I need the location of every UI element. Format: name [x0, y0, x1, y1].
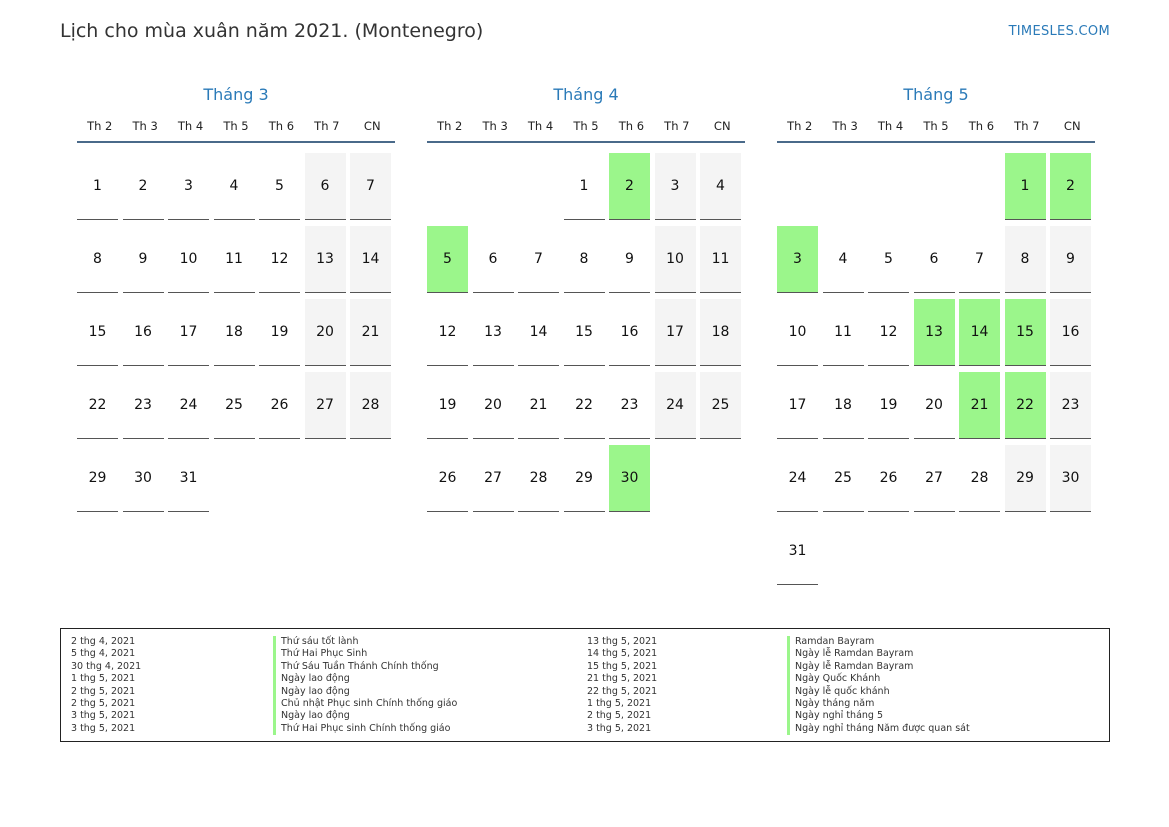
day-cell[interactable]: 18	[823, 372, 864, 439]
day-cell[interactable]: 1	[77, 153, 118, 220]
month-title: Tháng 4	[553, 85, 619, 104]
holiday-day-cell[interactable]: 1	[1005, 153, 1046, 220]
weekday-label: Th 4	[877, 119, 904, 133]
day-cell[interactable]: 1	[564, 153, 605, 220]
weekday-label: Th 5	[923, 119, 949, 133]
legend-holiday-name: Ngày Quốc Khánh	[787, 673, 970, 685]
day-cell[interactable]: 13	[305, 226, 346, 293]
weekday-label: Th 5	[573, 119, 599, 133]
legend-left-dates	[71, 636, 141, 735]
legend-holiday-name: Ngày lễ Ramdan Bayram	[787, 648, 970, 660]
day-cell[interactable]: 9	[123, 226, 164, 293]
day-cell[interactable]: 29	[564, 445, 605, 512]
holiday-day-cell[interactable]: 30	[609, 445, 650, 512]
legend-left-names	[273, 636, 457, 735]
day-cell[interactable]: 23	[123, 372, 164, 439]
day-cell[interactable]: 23	[609, 372, 650, 439]
day-cell[interactable]: 26	[868, 445, 909, 512]
day-cell[interactable]: 20	[305, 299, 346, 366]
holiday-day-cell[interactable]: 2	[1050, 153, 1091, 220]
day-cell[interactable]: 24	[168, 372, 209, 439]
day-cell[interactable]: 25	[214, 372, 255, 439]
legend-holiday-name: Ngày nghỉ tháng Năm được quan sát	[787, 723, 970, 735]
day-cell[interactable]: 28	[350, 372, 391, 439]
day-cell[interactable]: 6	[914, 226, 955, 293]
day-cell[interactable]: 3	[655, 153, 696, 220]
day-cell[interactable]: 12	[259, 226, 300, 293]
day-cell[interactable]: 27	[914, 445, 955, 512]
day-cell[interactable]: 5	[868, 226, 909, 293]
brand-link[interactable]: TIMESLES.COM	[1008, 24, 1110, 39]
day-cell[interactable]: 29	[77, 445, 118, 512]
day-cell[interactable]: 24	[655, 372, 696, 439]
legend-holiday-name: Ngày lễ Ramdan Bayram	[787, 661, 970, 673]
legend-holiday-name: Thứ Sáu Tuần Thánh Chính thống	[273, 661, 457, 673]
day-cell[interactable]: 9	[1050, 226, 1091, 293]
legend-date: 3 thg 5, 2021	[71, 710, 136, 722]
weekday-label: Th 3	[482, 119, 508, 133]
day-cell[interactable]: 31	[777, 518, 818, 585]
weekday-label: CN	[1063, 119, 1081, 133]
day-cell[interactable]: 13	[473, 299, 514, 366]
weekday-header	[77, 115, 395, 143]
legend-date: 3 thg 5, 2021	[71, 722, 136, 734]
legend-holiday-name: Ngày lao động	[273, 673, 457, 685]
day-cell[interactable]: 2	[123, 153, 164, 220]
weekday-label: Th 6	[268, 119, 295, 133]
legend-date: 2 thg 4, 2021	[71, 636, 136, 647]
legend-right-dates	[587, 636, 657, 735]
day-cell[interactable]: 14	[518, 299, 559, 366]
legend-date: 13 thg 5, 2021	[587, 636, 658, 647]
day-cell[interactable]: 29	[1005, 445, 1046, 512]
day-cell[interactable]: 23	[1050, 372, 1091, 439]
legend-date: 30 thg 4, 2021	[71, 660, 142, 672]
day-cell[interactable]: 30	[123, 445, 164, 512]
day-cell[interactable]: 21	[350, 299, 391, 366]
weekday-label: Th 7	[314, 119, 340, 133]
day-cell[interactable]: 8	[1005, 226, 1046, 293]
day-cell[interactable]: 12	[868, 299, 909, 366]
day-cell[interactable]: 6	[305, 153, 346, 220]
holiday-day-cell[interactable]: 3	[777, 226, 818, 293]
weekday-label: Th 3	[132, 119, 158, 133]
day-cell[interactable]: 30	[1050, 445, 1091, 512]
day-cell[interactable]: 22	[77, 372, 118, 439]
day-cell[interactable]: 20	[473, 372, 514, 439]
day-cell[interactable]: 15	[77, 299, 118, 366]
holiday-legend	[60, 628, 1110, 742]
day-cell[interactable]: 6	[473, 226, 514, 293]
legend-holiday-name: Ngày lao động	[273, 686, 457, 698]
legend-holiday-name: Ngày nghỉ tháng 5	[787, 710, 970, 722]
page-title: Lịch cho mùa xuân năm 2021. (Montenegro)	[60, 20, 484, 42]
day-cell[interactable]: 21	[518, 372, 559, 439]
weekday-label: Th 2	[787, 119, 813, 133]
legend-date: 2 thg 5, 2021	[71, 697, 136, 709]
legend-date: 2 thg 5, 2021	[71, 685, 136, 697]
weekday-label: Th 6	[968, 119, 995, 133]
day-cell[interactable]: 17	[777, 372, 818, 439]
legend-holiday-name: Thứ Hai Phục Sinh	[273, 648, 457, 660]
day-cell[interactable]: 28	[518, 445, 559, 512]
legend-holiday-name: Chủ nhật Phục sinh Chính thống giáo	[273, 698, 457, 710]
holiday-day-cell[interactable]: 5	[427, 226, 468, 293]
legend-holiday-name: Ngày lễ quốc khánh	[787, 686, 970, 698]
month-calendar	[427, 84, 745, 486]
day-cell[interactable]: 24	[777, 445, 818, 512]
day-cell[interactable]: 16	[1050, 299, 1091, 366]
weekday-label: Th 7	[664, 119, 690, 133]
day-cell[interactable]: 12	[427, 299, 468, 366]
weekday-label: Th 4	[177, 119, 204, 133]
day-cell[interactable]: 25	[823, 445, 864, 512]
legend-holiday-name: Ramdan Bayram	[787, 636, 970, 648]
day-cell[interactable]: 7	[959, 226, 1000, 293]
legend-date: 5 thg 4, 2021	[71, 648, 136, 660]
month-title: Tháng 3	[203, 85, 269, 104]
weekday-label: Th 7	[1014, 119, 1040, 133]
month-calendar	[777, 84, 1095, 559]
day-cell[interactable]: 20	[914, 372, 955, 439]
day-cell[interactable]: 8	[77, 226, 118, 293]
weekday-header	[427, 115, 745, 143]
legend-right-names	[787, 636, 970, 735]
legend-date: 14 thg 5, 2021	[587, 648, 658, 660]
day-cell[interactable]: 10	[655, 226, 696, 293]
holiday-day-cell[interactable]: 14	[959, 299, 1000, 366]
day-cell[interactable]: 10	[777, 299, 818, 366]
weekday-label: Th 5	[223, 119, 249, 133]
day-cell[interactable]: 14	[350, 226, 391, 293]
day-cell[interactable]: 10	[168, 226, 209, 293]
day-cell[interactable]: 4	[823, 226, 864, 293]
day-cell[interactable]: 19	[259, 299, 300, 366]
day-cell[interactable]: 11	[700, 226, 741, 293]
day-cell[interactable]: 7	[350, 153, 391, 220]
day-cell[interactable]: 11	[823, 299, 864, 366]
day-cell[interactable]: 15	[564, 299, 605, 366]
holiday-day-cell[interactable]: 15	[1005, 299, 1046, 366]
day-cell[interactable]: 19	[427, 372, 468, 439]
day-cell[interactable]: 7	[518, 226, 559, 293]
day-cell[interactable]: 9	[609, 226, 650, 293]
weekday-label: Th 2	[87, 119, 113, 133]
day-cell[interactable]: 19	[868, 372, 909, 439]
legend-holiday-name: Ngày tháng năm	[787, 698, 970, 710]
holiday-day-cell[interactable]: 22	[1005, 372, 1046, 439]
legend-holiday-name: Ngày lao động	[273, 710, 457, 722]
day-cell[interactable]: 4	[700, 153, 741, 220]
day-cell[interactable]: 18	[700, 299, 741, 366]
day-cell[interactable]: 25	[700, 372, 741, 439]
weekday-label: Th 3	[832, 119, 858, 133]
day-cell[interactable]: 27	[473, 445, 514, 512]
legend-date: 2 thg 5, 2021	[587, 710, 652, 722]
day-cell[interactable]: 28	[959, 445, 1000, 512]
weekday-label: Th 4	[527, 119, 554, 133]
day-cell[interactable]: 22	[564, 372, 605, 439]
weekday-label: Th 2	[437, 119, 463, 133]
holiday-day-cell[interactable]: 2	[609, 153, 650, 220]
legend-date: 22 thg 5, 2021	[587, 685, 658, 697]
day-cell[interactable]: 17	[655, 299, 696, 366]
legend-date: 1 thg 5, 2021	[71, 673, 136, 685]
day-cell[interactable]: 17	[168, 299, 209, 366]
holiday-day-cell[interactable]: 13	[914, 299, 955, 366]
holiday-day-cell[interactable]: 21	[959, 372, 1000, 439]
day-cell[interactable]: 31	[168, 445, 209, 512]
legend-holiday-name: Thứ Hai Phục sinh Chính thống giáo	[273, 723, 457, 735]
day-cell[interactable]: 16	[123, 299, 164, 366]
day-cell[interactable]: 11	[214, 226, 255, 293]
day-cell[interactable]: 27	[305, 372, 346, 439]
day-cell[interactable]: 3	[168, 153, 209, 220]
month-calendar	[77, 84, 395, 486]
day-cell[interactable]: 8	[564, 226, 605, 293]
legend-date: 21 thg 5, 2021	[587, 673, 658, 685]
legend-date: 3 thg 5, 2021	[587, 722, 652, 734]
day-cell[interactable]: 18	[214, 299, 255, 366]
day-cell[interactable]: 5	[259, 153, 300, 220]
weekday-label: CN	[363, 119, 381, 133]
day-cell[interactable]: 16	[609, 299, 650, 366]
day-cell[interactable]: 26	[259, 372, 300, 439]
legend-date: 1 thg 5, 2021	[587, 697, 652, 709]
weekday-header	[777, 115, 1095, 143]
weekday-label: Th 6	[618, 119, 645, 133]
day-cell[interactable]: 26	[427, 445, 468, 512]
day-cell[interactable]: 4	[214, 153, 255, 220]
legend-holiday-name: Thứ sáu tốt lành	[273, 636, 457, 648]
month-title: Tháng 5	[903, 85, 969, 104]
weekday-label: CN	[713, 119, 731, 133]
legend-date: 15 thg 5, 2021	[587, 660, 658, 672]
